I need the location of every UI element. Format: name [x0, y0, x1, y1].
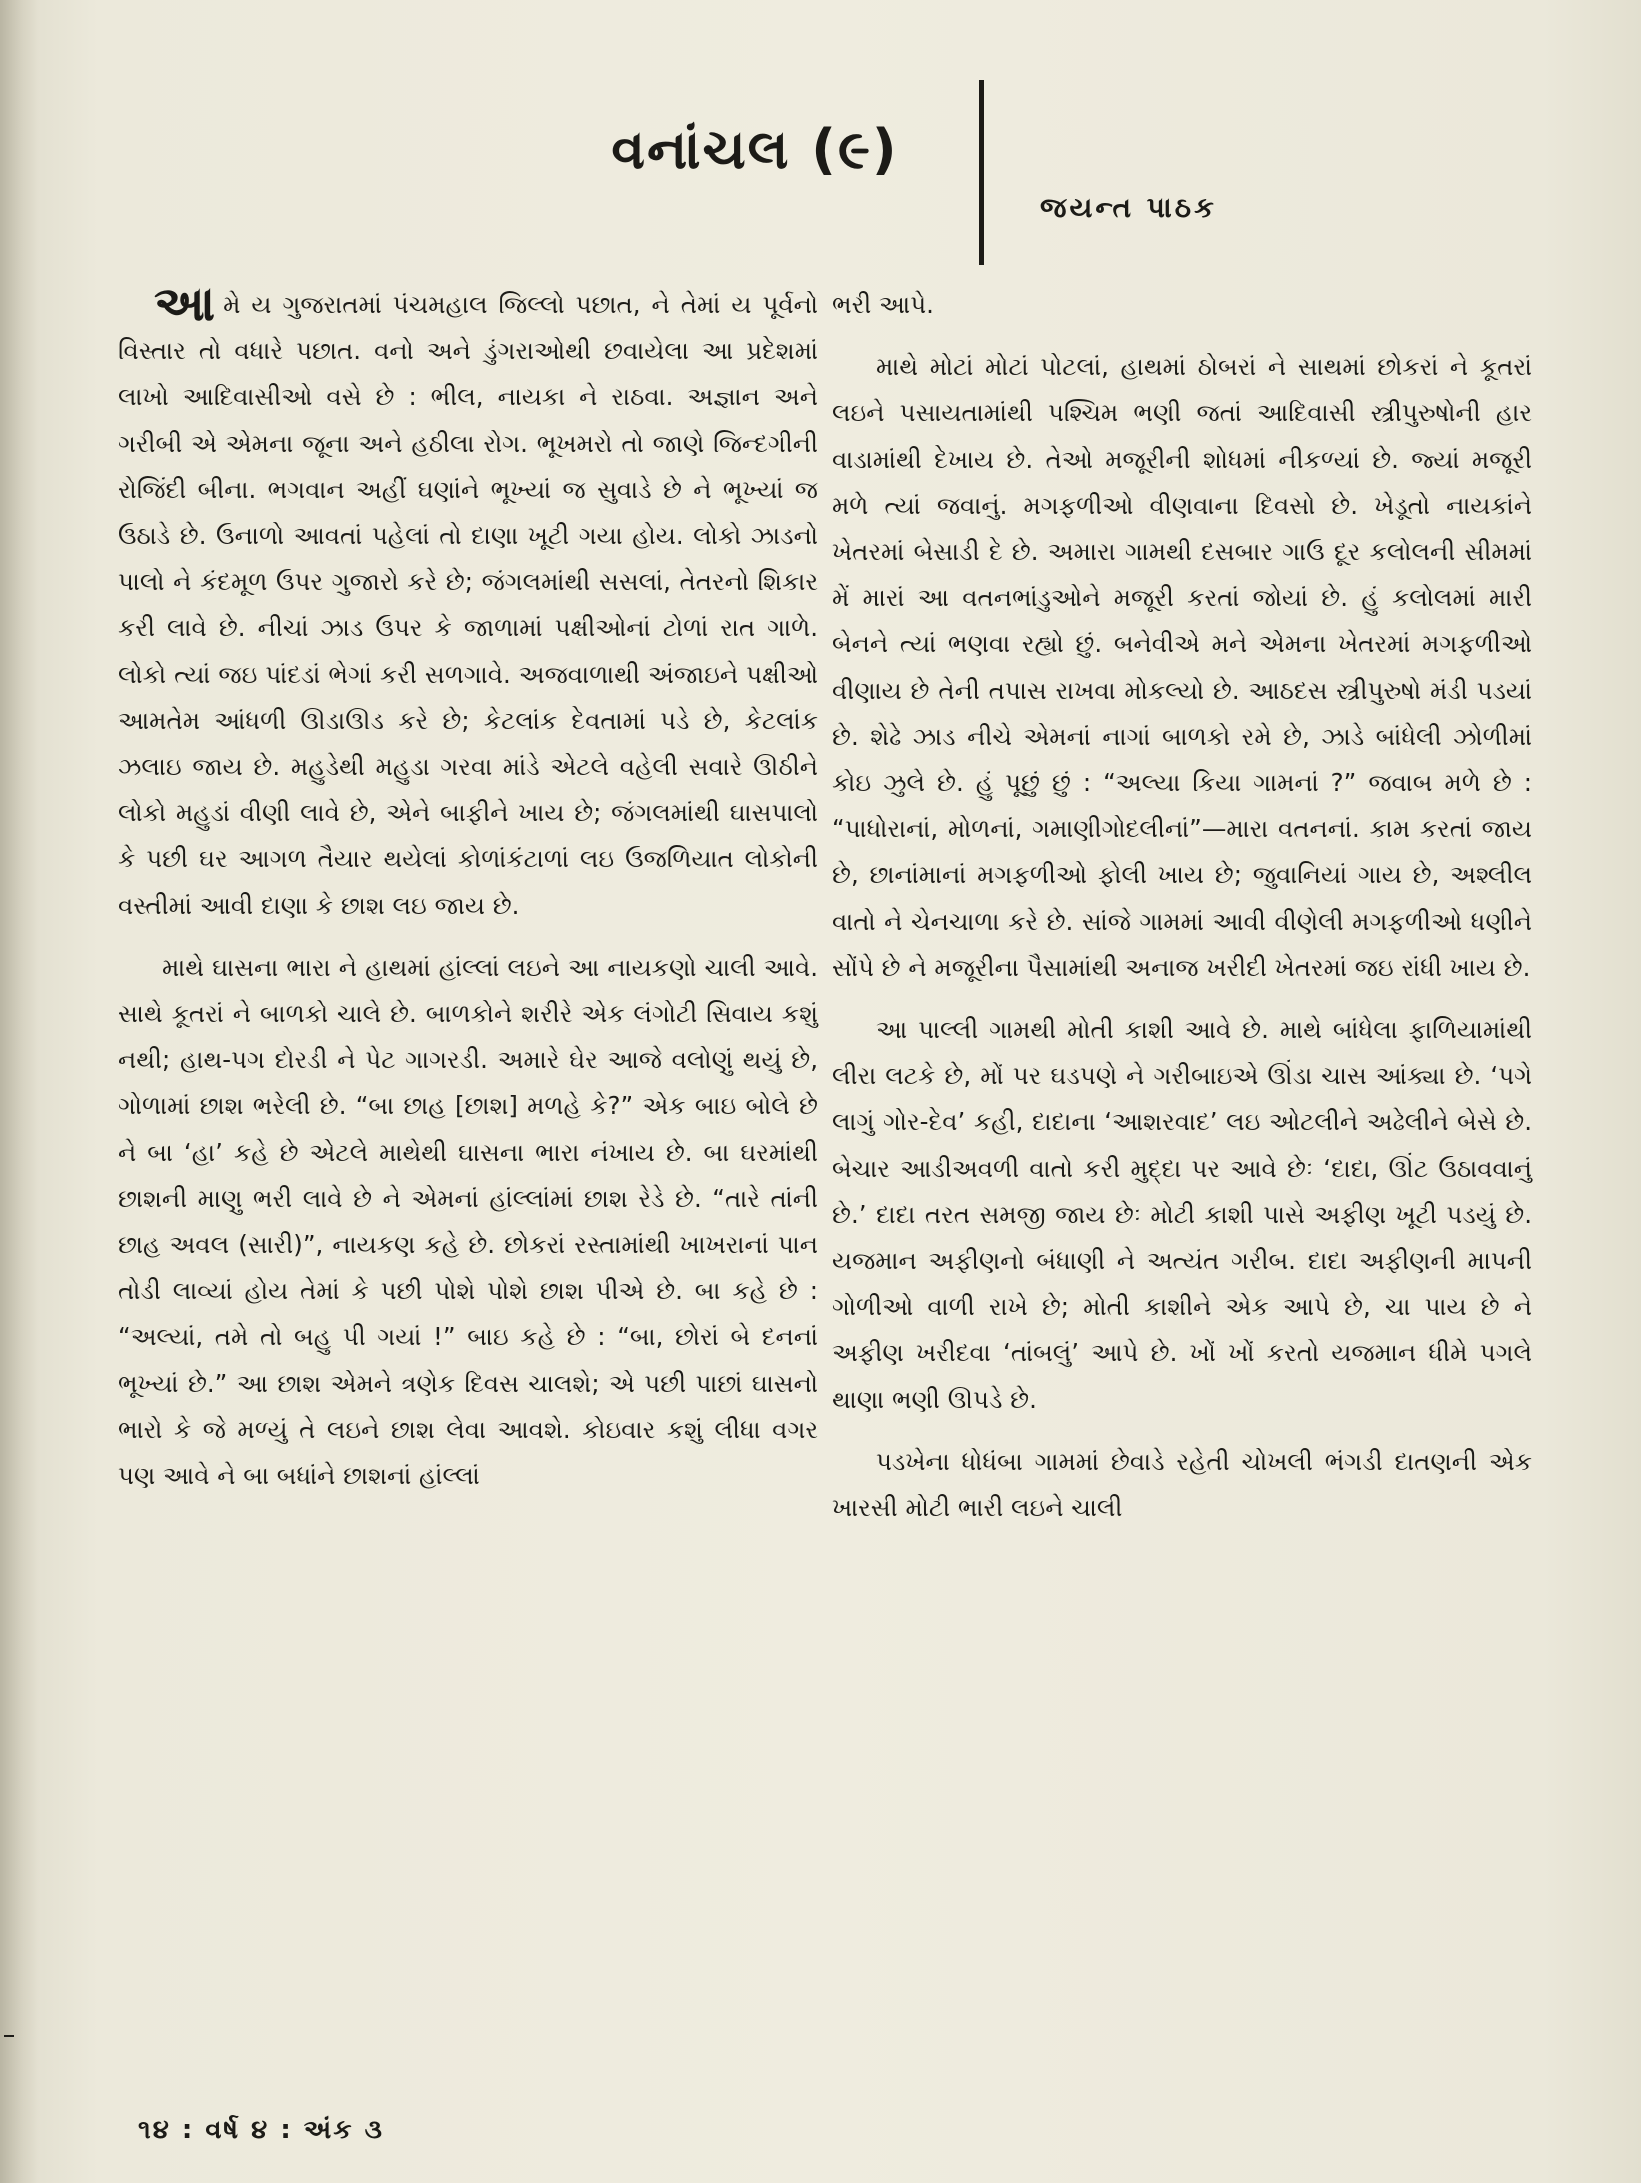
paragraph-text: મે ય ગુજરાતમાં પંચમહાલ જિલ્લો પછાત, ને તેમાં ય પૂર્વનો વિસ્તાર તો વધારે પછાત. વનો અને ડુંગરાઓથી છવાયેલા આ પ્રદેશમાં લાખો આદિવાસીઓ વસે છે : ભીલ, નાયકા ને રાઠવા. અજ્ઞાન અને ગરીબી એ એમના જૂના અને હઠીલા રોગ. ભૂખમરો તો જાણે જિન્દગીની રોજિંદી બીના. ભગવાન અહીં ઘણાંને ભૂખ્યાં જ સુવાડે છે ને ભૂખ્યાં જ ઉઠાડે છે. ઉનાળો આવતાં પહેલાં તો દાણા ખૂટી ગયા હોય. લોકો ઝાડનો પાલો ને કંદમૂળ ઉપર ગુજારો કરે છે; જંગલમાંથી સસલાં, તેતરનો શિકાર કરી લાવે છે. નીચાં ઝાડ ઉપર કે જાળામાં પક્ષીઓનાં ટોળાં રાત ગાળે. લોકો ત્યાં જઇ પાંદડાં ભેગાં કરી સળગાવે. અજવાળાથી અંજાઇને પક્ષીઓ આમતેમ આંધળી ઊડાઊડ કરે છે; કેટલાંક દેવતામાં પડે છે, કેટલાંક ઝલાઇ જાય છે. મહુડેથી મહુડા ગરવા માંડે એટલે વહેલી સવારે ઊઠીને લોકો મહુડાં વીણી લાવે છે, એને બાફીને ખાય છે; જંગલમાંથી ઘાસપાલો કે પછી ઘર આગળ તૈયાર થયેલાં કોળાંકંટાળાં લઇ ઉજળિયાત લોકોની વસ્તીમાં આવી દાણા કે છાશ લઇ જાય છે.: [118, 290, 818, 920]
right-column: [832, 282, 1532, 1531]
article-title: વનાંચલ (૯): [611, 118, 899, 181]
paragraph: માથે ઘાસના ભારા ને હાથમાં હાંલ્લાં લઇને આ નાયકણો ચાલી આવે. સાથે કૂતરાં ને બાળકો ચાલે છે. બાળકોને શરીરે એક લંગોટી સિવાય કશું નથી; હાથ-પગ દોરડી ને પેટ ગાગરડી. અમારે ઘેર આજે વલોણું થયું છે, ગોળામાં છાશ ભરેલી છે. “બા છાહ [છાશ] મળહે કે?” એક બાઇ બોલે છે ને બા ‘હા’ કહે છે એટલે માથેથી ઘાસના ભારા નંખાય છે. બા ઘરમાંથી છાશની માણુ ભરી લાવે છે ને એમનાં હાંલ્લાંમાં છાશ રેડે છે. “તારે તાંની છાહ અવલ (સારી)”, નાયકણ કહે છે. છોકરાં રસ્તામાંથી ખાખરાનાં પાન તોડી લાવ્યાં હોય તેમાં કે પછી પોશે પોશે છાશ પીએ છે. બા કહે છે : “અલ્યાં, તમે તો બહુ પી ગયાં !” બાઇ કહે છે : “બા, છોરાં બે દનનાં ભૂખ્યાં છે.” આ છાશ એમને ત્રણેક દિવસ ચાલશે; એ પછી પાછાં ઘાસનો ભારો કે જે મળ્યું તે લઇને છાશ લેવા આવશે. કોઇવાર કશું લીધા વગર પણ આવે ને બા બધાંને છાશનાં હાંલ્લાં: [118, 952, 818, 1491]
paragraph: ભરી આપે.: [832, 290, 934, 319]
paragraph: માથે મોટાં મોટાં પોટલાં, હાથમાં ઠોબરાં ને સાથમાં છોકરાં ને કૂતરાં લઇને પસાયતામાંથી પશ્ચિમ ભણી જતાં આદિવાસી સ્ત્રીપુરુષોની હાર વાડામાંથી દેખાય છે. તેઓ મજૂરીની શોધમાં નીકળ્યાં છે. જ્યાં મજૂરી મળે ત્યાં જવાનું. મગફળીઓ વીણવાના દિવસો છે. ખેડૂતો નાયકાંને ખેતરમાં બેસાડી દે છે. અમારા ગામથી દસબાર ગાઉ દૂર કલોલની સીમમાં મેં મારાં આ વતનભાંડુઓને મજૂરી કરતાં જોયાં છે. હું કલોલમાં મારી બેનને ત્યાં ભણવા રહ્યો છું. બનેવીએ મને એમના ખેતરમાં મગફળીઓ વીણાય છે તેની તપાસ રાખવા મોકલ્યો છે. આઠદસ સ્ત્રીપુરુષો મંડી પડયાં છે. શેઢે ઝાડ નીચે એમનાં નાગાં બાળકો રમે છે, ઝાડે બાંધેલી ઝોળીમાં કોઇ ઝુલે છે. હું પૂછું છું : “અલ્યા કિયા ગામનાં ?” જવાબ મળે છે : “પાધોરાનાં, મોળનાં, ગમાણીગોદલીનાં”—મારા વતનનાં. કામ કરતાં જાય છે, છાનાંમાનાં મગફળીઓ ફોલી ખાય છે; જુવાનિયાં ગાય છે, અશ્લીલ વાતો ને ચેનચાળા કરે છે. સાંજે ગામમાં આવી વીણેલી મગફળીઓ ધણીને સોંપે છે ને મજૂરીના પૈસામાંથી અનાજ ખરીદી ખેતરમાં જઇ રાંધી ખાય છે.: [832, 352, 1532, 982]
author-name: જયન્ત પાઠક: [1040, 191, 1217, 224]
paragraph: આ પાલ્લી ગામથી મોતી કાશી આવે છે. માથે બાંધેલા ફાળિયામાંથી લીરા લટકે છે, મોં પર ઘડપણે ને ગરીબાઇએ ઊંડા ચાસ આંક્યા છે. ‘પગે લાગું ગોર-દેવ’ કહી, દાદાના ‘આશરવાદ’ લઇ ઓટલીને અઢેલીને બેસે છે. બેચાર આડીઅવળી વાતો કરી મુદ્દા પર આવે છેઃ ‘દાદા, ઊંટ ઉઠાવવાનું છે.’ દાદા તરત સમજી જાય છેઃ મોટી કાશી પાસે અફીણ ખૂટી પડયું છે. યજમાન અફીણનો બંધાણી ને અત્યંત ગરીબ. દાદા અફીણની માપની ગોળીઓ વાળી રાખે છે; મોતી કાશીને એક આપે છે, ચા પાય છે ને અફીણ ખરીદવા ‘તાંબલું’ આપે છે. ખોં ખોં કરતો યજમાન ધીમે પગલે થાણા ભણી ઊપડે છે.: [832, 1015, 1532, 1414]
paragraph: [118, 276, 818, 929]
paragraph: પડખેના ધોધંબા ગામમાં છેવાડે રહેતી ચોખલી ભંગડી દાતણની એક ખારસી મોટી ભારી લઇને ચાલી: [832, 1446, 1532, 1523]
page-gutter-shadow: [0, 0, 38, 2183]
left-column: [118, 276, 818, 1499]
title-divider: [979, 80, 984, 265]
edge-mark: [4, 2035, 14, 2037]
drop-cap: આ: [154, 276, 216, 332]
page-footer: ૧૪ : વર્ષ ૪ : અંક ૩: [138, 2115, 384, 2145]
